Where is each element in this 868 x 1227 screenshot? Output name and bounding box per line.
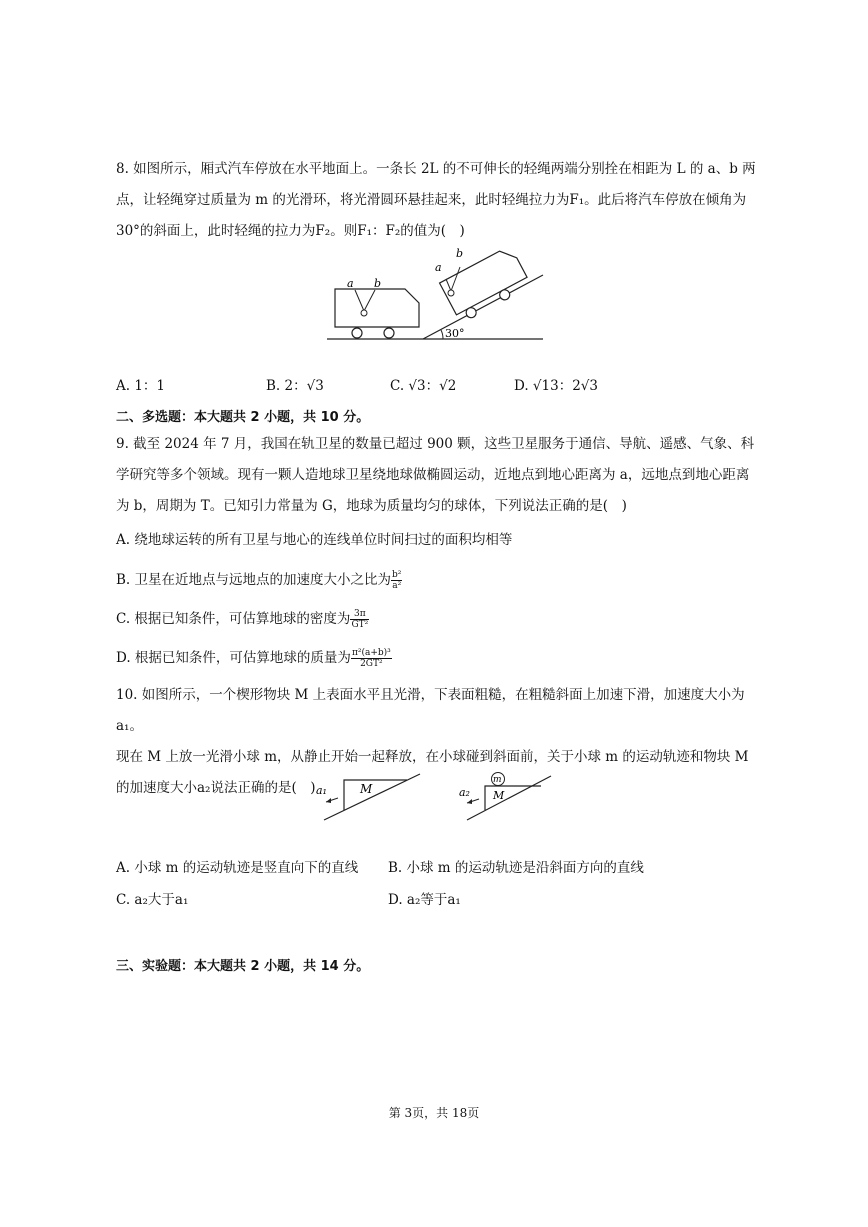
section-2-heading: 二、多选题：本大题共 2 小题，共 10 分。	[116, 410, 370, 425]
question-8-line-1: 8. 如图所示，厢式汽车停放在水平地面上。一条长 2L 的不可伸长的轻绳两端分别拴在相距为 L 的 a、b 两	[116, 161, 756, 177]
question-8-line-2: 点，让轻绳穿过质量为 m 的光滑环，将光滑圆环悬挂起来，此时轻绳拉力为F₁。此后将汽车停放在倾角为	[116, 192, 747, 208]
question-8-figure	[325, 243, 550, 343]
q10-right-M-label: M	[493, 789, 505, 802]
q10-options-row-1	[116, 856, 756, 880]
question-9-line-1: 9. 截至 2024 年 7 月，我国在轨卫星的数量已超过 900 颗，这些卫星服务于通信、导航、遥感、气象、科	[116, 436, 755, 452]
q9-option-c	[116, 607, 756, 630]
q8-label-b: b	[374, 277, 382, 290]
question-8-stem	[116, 154, 756, 247]
question-9-line-3: 为 b，周期为 T。已知引力常量为 G，地球为质量均匀的球体，下列说法正确的是( )	[116, 498, 627, 514]
page-footer: 第 3页，共 18页	[388, 1106, 480, 1120]
q9-option-d-fraction	[351, 648, 392, 669]
q8-label-a: a	[347, 277, 354, 290]
q9-option-b-text: B. 卫星在近地点与远地点的加速度大小之比为	[116, 572, 392, 588]
question-9-stem	[116, 429, 756, 522]
q9-b-numerator: b²	[392, 570, 402, 580]
q9-d-denominator: 2GT²	[360, 659, 383, 669]
question-10-line-2: 现在 M 上放一光滑小球 m，从静止开始一起释放，在小球碰到斜面前，关于小球 m 的运动轨迹和物块 M	[116, 749, 749, 765]
question-10-stem	[116, 680, 756, 804]
q9-b-denominator: a²	[392, 581, 402, 591]
q10-option-b: B. 小球 m 的运动轨迹是沿斜面方向的直线	[388, 860, 644, 876]
q9-d-numerator: π²(a+b)³	[351, 648, 391, 658]
q9-option-c-fraction	[350, 609, 369, 630]
question-8-line-3: 30°的斜面上，此时轻绳的拉力为F₂。则F₁：F₂的值为( )	[116, 223, 465, 239]
q9-option-a: A. 绕地球运转的所有卫星与地心的连线单位时间扫过的面积均相等	[116, 532, 513, 548]
q9-option-d-text: D. 根据已知条件，可估算地球的质量为	[116, 650, 351, 666]
q10-options-row-2	[116, 888, 756, 912]
q10-option-d: D. a₂等于a₁	[388, 892, 461, 908]
q10-option-c: C. a₂大于a₁	[116, 892, 189, 908]
q10-right-a2-label: a₂	[459, 786, 470, 799]
question-10-line-1: 10. 如图所示，一个楔形物块 M 上表面水平且光滑，下表面粗糙，在粗糙斜面上加速下滑，加速度大小为a₁。	[116, 687, 745, 734]
q8-angle-label: 30°	[445, 327, 465, 340]
q10-option-a: A. 小球 m 的运动轨迹是竖直向下的直线	[116, 860, 359, 876]
question-10-figure-left	[310, 770, 425, 825]
q10-right-m-label: m	[493, 775, 502, 785]
q8-option-b: B. 2：√3	[266, 378, 324, 394]
q10-left-M-label: M	[360, 782, 373, 796]
question-8-options	[116, 374, 756, 398]
q8-option-d: D. √13：2√3	[514, 378, 598, 394]
question-10-figure-right	[455, 768, 555, 825]
question-9-line-2: 学研究等多个领域。现有一颗人造地球卫星绕地球做椭圆运动，近地点到地心距离为 a，远地点到地心距离	[116, 467, 750, 483]
q10-left-a1-label: a₁	[316, 784, 327, 797]
q8-option-a: A. 1：1	[116, 378, 166, 394]
section-3-heading: 三、实验题：本大题共 2 小题，共 14 分。	[116, 959, 370, 974]
q9-c-denominator: GT²	[351, 620, 369, 630]
q9-c-numerator: 3π	[350, 609, 369, 620]
q9-option-b	[116, 568, 756, 591]
q8-label-a2: a	[435, 261, 442, 274]
question-10-line-3: 的加速度大小a₂说法正确的是( )	[116, 780, 316, 796]
q8-option-c: C. √3：√2	[390, 378, 457, 394]
q9-option-c-text: C. 根据已知条件，可估算地球的密度为	[116, 611, 351, 627]
q9-option-b-fraction	[391, 570, 402, 591]
q8-label-b2: b	[456, 247, 464, 260]
q9-option-d	[116, 646, 756, 669]
